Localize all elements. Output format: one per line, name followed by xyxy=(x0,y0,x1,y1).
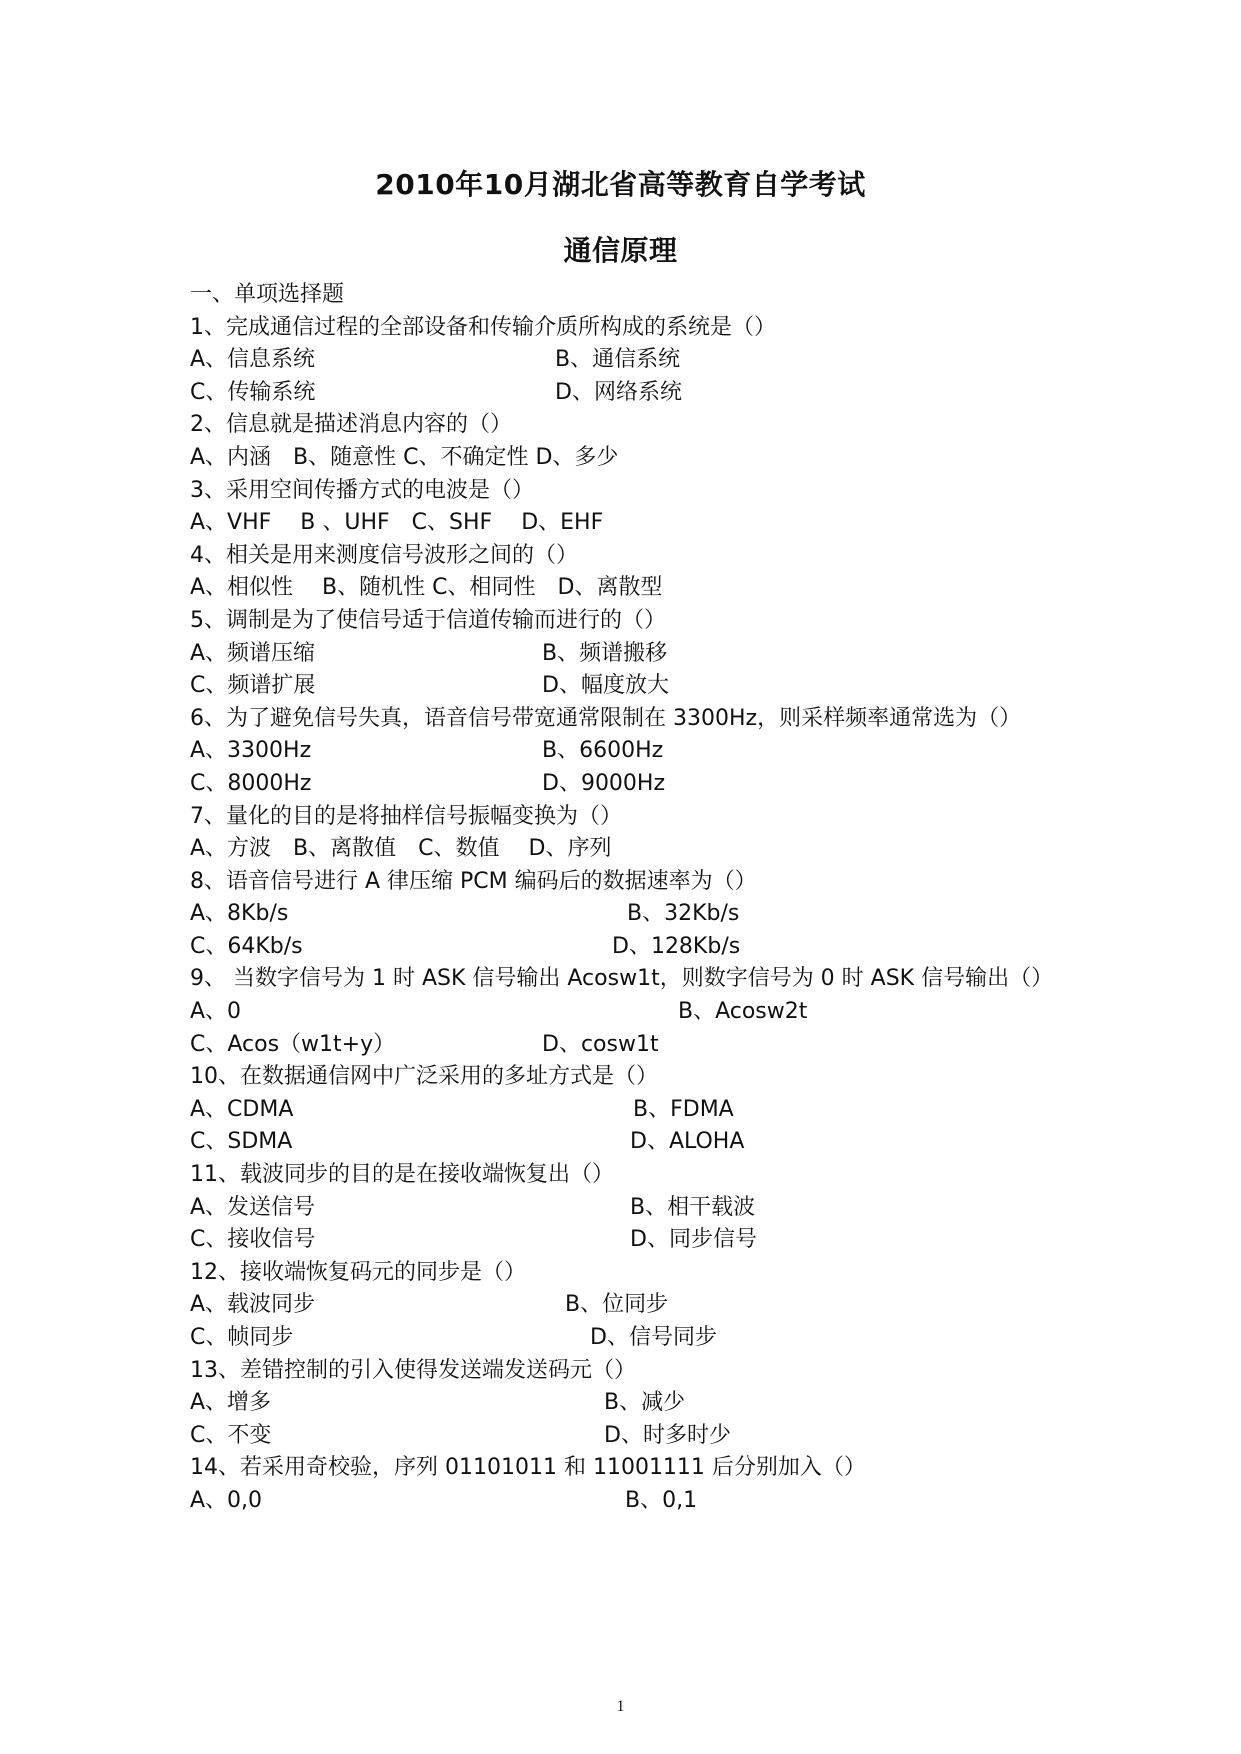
option-d: D、时多时少 xyxy=(604,1422,731,1448)
option-row xyxy=(190,377,1070,410)
option-row xyxy=(190,1322,1070,1355)
question-text xyxy=(190,963,1070,996)
option-a: A、频谱压缩 xyxy=(190,640,316,666)
option-c: C、Acos（w1t+y） xyxy=(190,1031,396,1057)
question-text: 10、在数据通信网中广泛采用的多址方式是（） xyxy=(190,1064,658,1090)
question-text: 4、相关是用来测度信号波形之间的（） xyxy=(190,542,578,568)
option-row xyxy=(190,1485,1070,1518)
option-row xyxy=(190,996,1070,1029)
option-d: D、信号同步 xyxy=(590,1325,717,1350)
option-a: A、8Kb/s xyxy=(190,901,289,927)
question-text-body: 6、为了避免信号失真，语音信号带宽通常限制在 3300Hz，则采样频率通常选为（） xyxy=(190,705,1022,731)
option-b: B、减少 xyxy=(604,1390,686,1416)
option-b: B、频谱搬移 xyxy=(542,640,668,666)
option-line: A、内涵 B、随意性 C、不确定性 D、多少 xyxy=(190,444,619,470)
option-line: A、相似性 B、随机性 C、相同性 D、离散型 xyxy=(190,575,663,601)
option-row xyxy=(190,931,1070,964)
option-c: C、频谱扩展 xyxy=(190,673,316,699)
question-text: 14、若采用奇校验，序列 01101011 和 11001111 后分别加入（） xyxy=(190,1455,866,1481)
option-row xyxy=(190,898,1070,931)
question-text: 3、采用空间传播方式的电波是（） xyxy=(190,477,534,503)
option-d: D、ALOHA xyxy=(630,1129,745,1155)
question-text-body: 9、 当数字信号为 1 时 ASK 信号输出 Acosw1t，则数字信号为 0 时 ASK 信号输出（） xyxy=(190,966,1054,992)
option-c: C、8000Hz xyxy=(190,770,312,796)
option-a: A、发送信号 xyxy=(190,1194,316,1220)
option-d: D、网络系统 xyxy=(555,379,682,405)
option-b: B、Acosw2t xyxy=(678,999,808,1025)
option-row xyxy=(190,1192,1070,1225)
option-b: B、通信系统 xyxy=(555,347,681,373)
option-c: C、不变 xyxy=(190,1422,272,1448)
question-text: 8、语音信号进行 A 律压缩 PCM 编码后的数据速率为（） xyxy=(190,868,757,894)
section-heading: 一、单项选择题 xyxy=(190,282,345,307)
option-d: D、幅度放大 xyxy=(542,673,669,699)
option-b: B、FDMA xyxy=(633,1096,734,1122)
document-title: 2010年10月湖北省高等教育自学考试 xyxy=(375,168,866,201)
option-row xyxy=(190,1224,1070,1257)
question-text: 5、调制是为了使信号适于信道传输而进行的（） xyxy=(190,607,666,633)
question-text xyxy=(190,703,1070,736)
option-d: D、9000Hz xyxy=(542,770,666,796)
option-c: C、SDMA xyxy=(190,1129,293,1155)
option-row xyxy=(190,1387,1070,1420)
option-row xyxy=(190,670,1070,703)
question-text: 13、差错控制的引入使得发送端发送码元（） xyxy=(190,1357,636,1383)
option-line: A、VHF B 、UHF C、SHF D、EHF xyxy=(190,510,604,536)
option-c: C、接收信号 xyxy=(190,1227,316,1253)
option-b: B、位同步 xyxy=(565,1292,669,1318)
option-d: D、同步信号 xyxy=(630,1227,757,1253)
option-a: A、CDMA xyxy=(190,1096,294,1122)
option-b: B、相干载波 xyxy=(630,1194,756,1220)
question-text: 2、信息就是描述消息内容的（） xyxy=(190,412,512,438)
option-c: C、64Kb/s xyxy=(190,933,303,959)
option-a: A、信息系统 xyxy=(190,347,316,373)
option-row xyxy=(190,768,1070,801)
question-list xyxy=(190,279,1070,1518)
option-row xyxy=(190,1094,1070,1127)
question-text: 7、量化的目的是将抽样信号振幅变换为（） xyxy=(190,803,622,829)
option-b: B、6600Hz xyxy=(542,738,664,764)
page-number: 1 xyxy=(616,1698,625,1715)
option-a: A、0,0 xyxy=(190,1487,263,1513)
option-row xyxy=(190,1029,1070,1062)
option-row xyxy=(190,1126,1070,1159)
option-row xyxy=(190,1289,1070,1322)
option-c: C、帧同步 xyxy=(190,1325,294,1350)
option-line: A、方波 B、离散值 C、数值 D、序列 xyxy=(190,836,612,862)
option-a: A、载波同步 xyxy=(190,1292,316,1318)
option-d: D、128Kb/s xyxy=(612,933,741,959)
question-text: 11、载波同步的目的是在接收端恢复出（） xyxy=(190,1162,614,1188)
option-b: B、32Kb/s xyxy=(627,901,740,927)
document-subtitle: 通信原理 xyxy=(563,234,678,267)
option-row xyxy=(190,1420,1070,1453)
option-row xyxy=(190,638,1070,671)
option-c: C、传输系统 xyxy=(190,379,316,405)
option-d: D、cosw1t xyxy=(542,1031,659,1057)
question-text: 12、接收端恢复码元的同步是（） xyxy=(190,1259,526,1285)
option-a: A、0 xyxy=(190,999,242,1025)
option-a: A、3300Hz xyxy=(190,738,312,764)
option-row xyxy=(190,735,1070,768)
question-text: 1、完成通信过程的全部设备和传输介质所构成的系统是（） xyxy=(190,314,776,340)
option-row xyxy=(190,344,1070,377)
option-a: A、增多 xyxy=(190,1390,272,1416)
option-b: B、0,1 xyxy=(625,1487,698,1513)
